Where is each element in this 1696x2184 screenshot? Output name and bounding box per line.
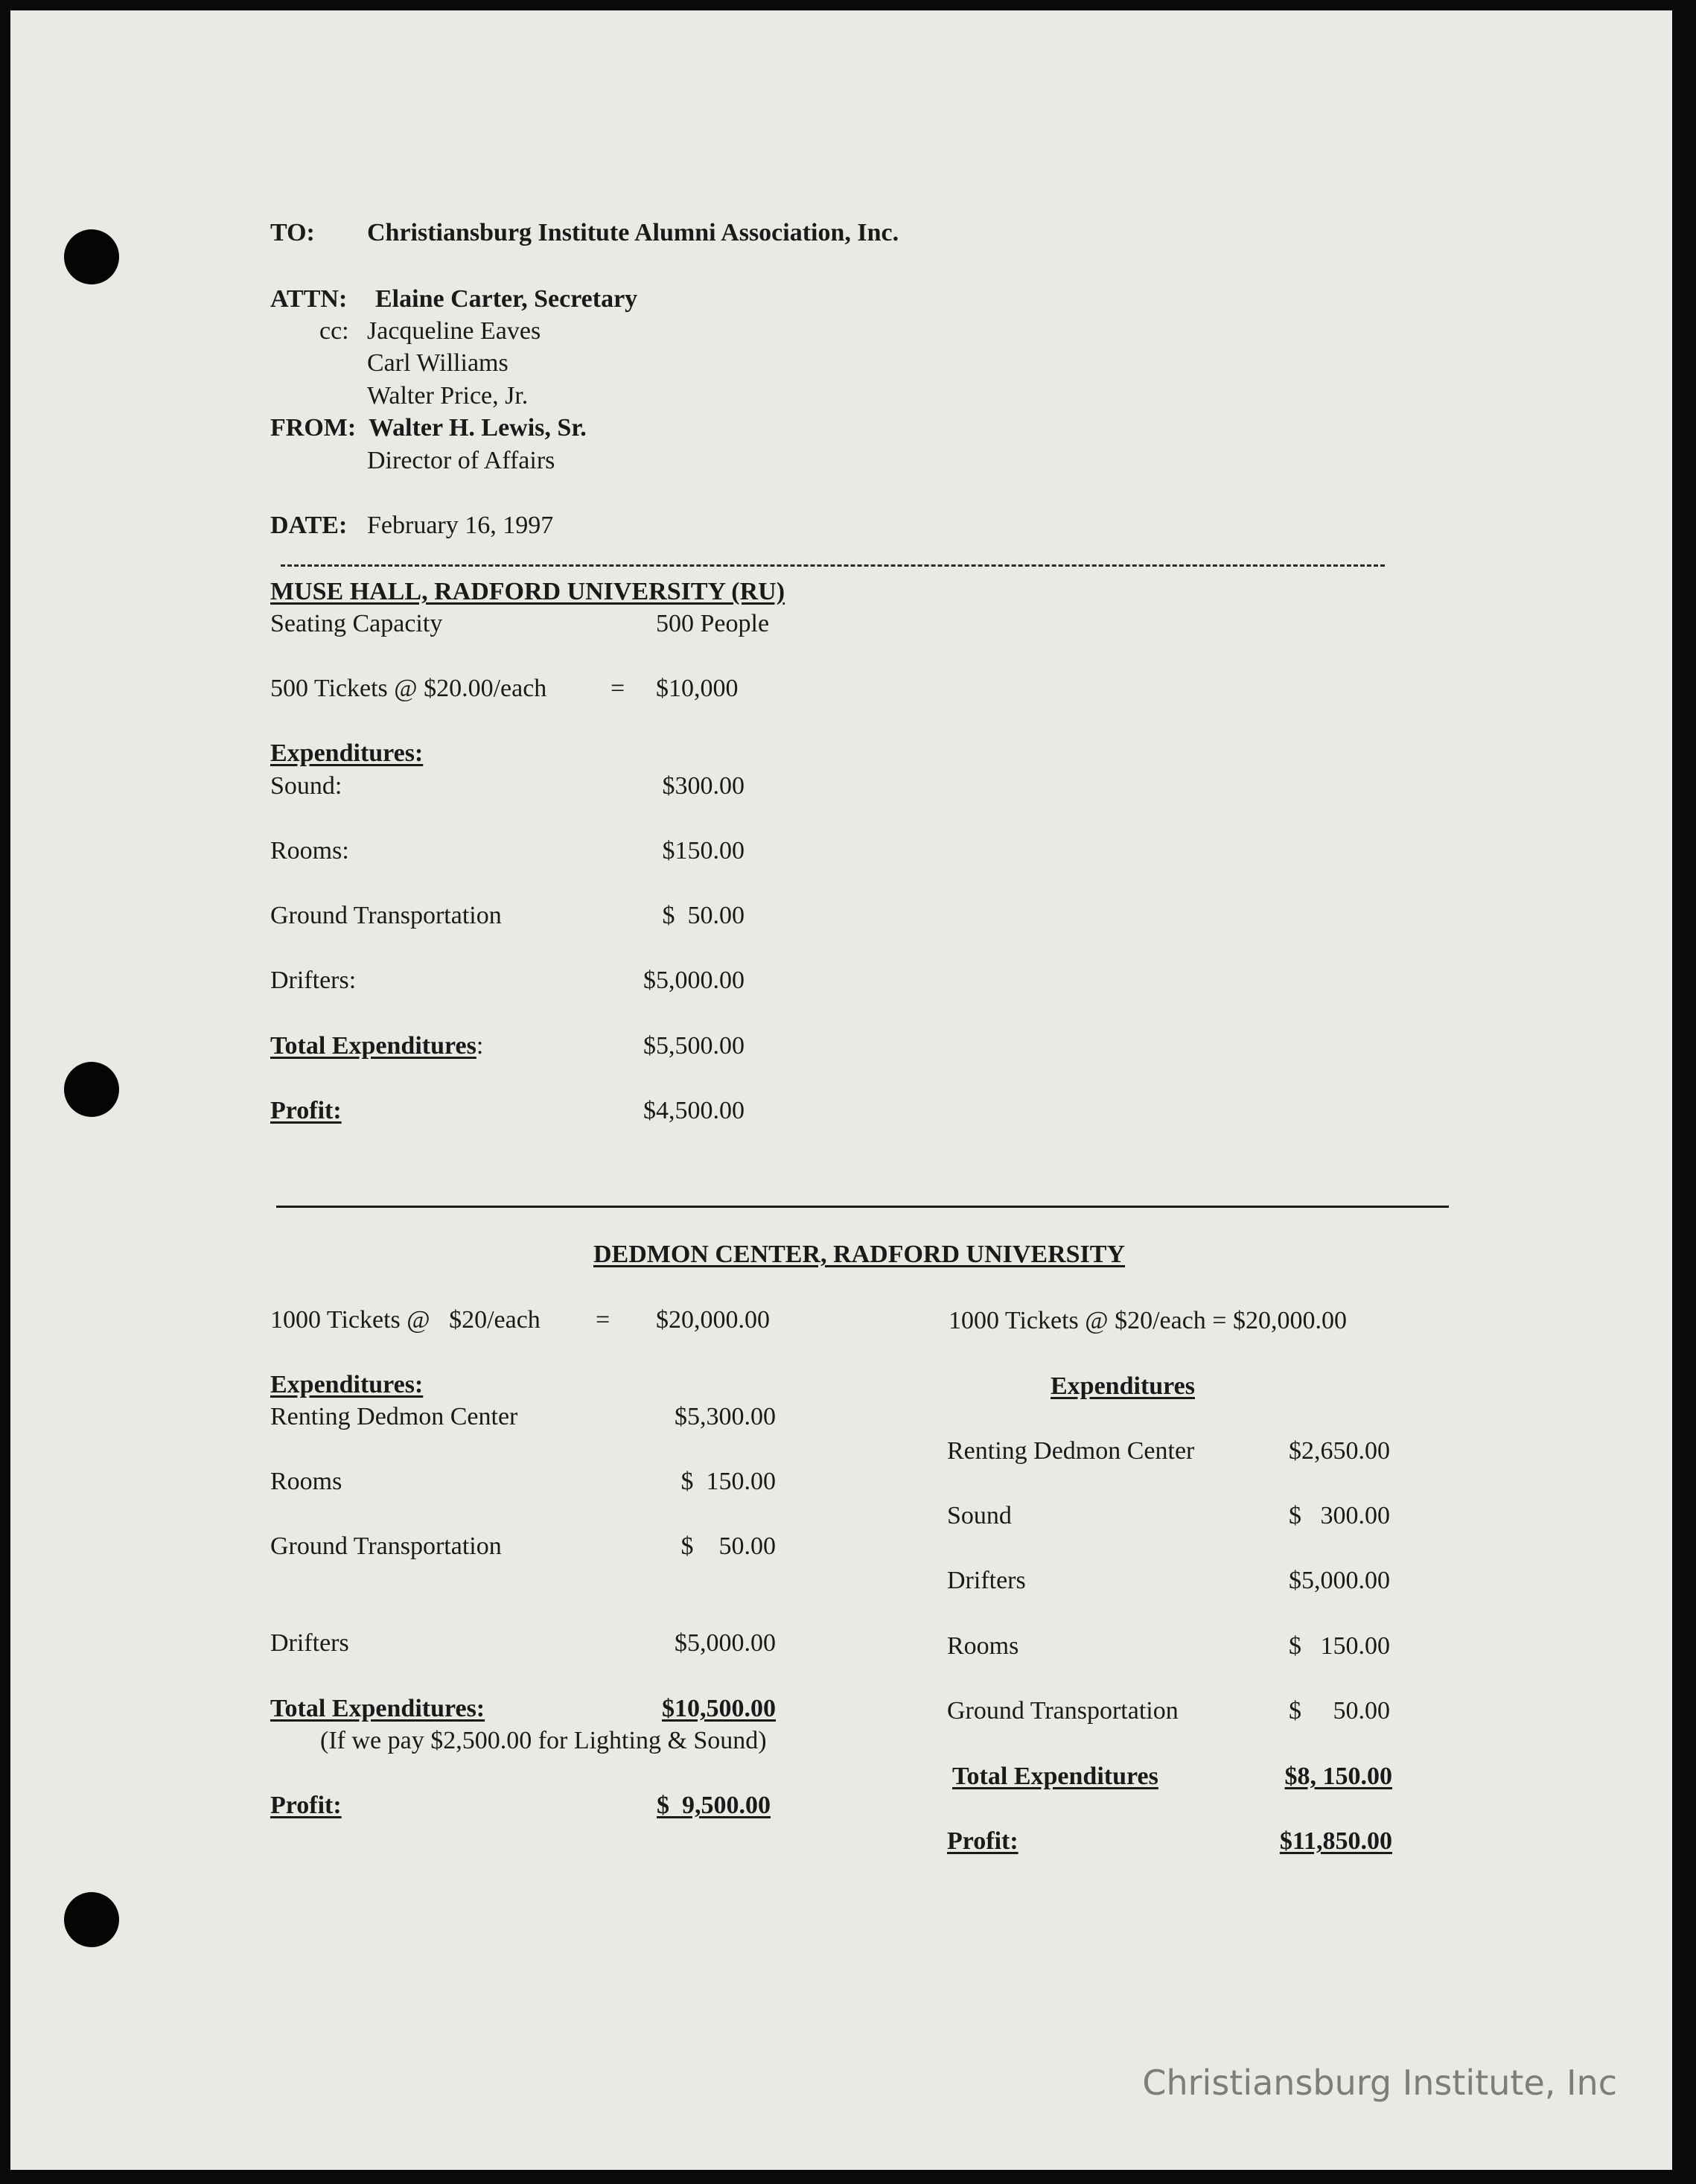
expense-label: Ground Transportation (947, 1697, 1179, 1725)
expense-value: $ 150.00 (1289, 1632, 1390, 1660)
tickets-label: 500 Tickets @ $20.00/each (270, 675, 547, 702)
expense-label: Renting Dedmon Center (947, 1437, 1195, 1465)
expense-value: $ 300.00 (1289, 1502, 1390, 1529)
expenditures-heading: Expenditures: (270, 1371, 424, 1398)
total-row (270, 1034, 483, 1059)
expense-value: $300.00 (662, 772, 745, 800)
profit-label: Profit: (270, 1792, 342, 1819)
expense-value: $5,000.00 (1289, 1567, 1390, 1594)
profit-value: $11,850.00 (1279, 1827, 1392, 1855)
date-label: DATE: (270, 512, 348, 539)
punch-hole-bottom (64, 1892, 119, 1947)
punch-hole-middle (64, 1062, 119, 1117)
attn-value: Elaine Carter, Secretary (375, 285, 638, 313)
expense-value: $ 150.00 (680, 1468, 776, 1495)
tickets-value: $10,000 (656, 675, 739, 702)
expense-value: $ 50.00 (1289, 1697, 1390, 1725)
expense-label: Renting Dedmon Center (270, 1403, 518, 1430)
profit-label: Profit: (947, 1827, 1018, 1855)
tickets-equals: = (611, 675, 625, 702)
profit-value: $4,500.00 (643, 1097, 745, 1124)
expense-value: $150.00 (662, 837, 745, 865)
total-label: Total Expenditures (270, 1032, 476, 1060)
expense-value: $5,000.00 (675, 1629, 776, 1657)
from-label: FROM: (270, 414, 357, 442)
expense-label: Rooms: (270, 837, 349, 865)
from-name: Walter H. Lewis, Sr. (369, 414, 587, 442)
attn-label: ATTN: (270, 285, 348, 313)
expense-label: Drifters: (270, 967, 357, 994)
expense-value: $2,650.00 (1289, 1437, 1390, 1465)
expense-label: Rooms (947, 1632, 1019, 1660)
total-label: Total Expenditures (952, 1763, 1158, 1790)
expenditures-heading: Expenditures: (270, 739, 424, 767)
expenditures-heading: Expenditures (1051, 1372, 1195, 1400)
expense-label: Sound: (270, 772, 342, 800)
cc-name: Carl Williams (367, 349, 509, 377)
total-colon: : (476, 1032, 484, 1060)
solid-divider (276, 1206, 1449, 1208)
dashed-divider (281, 564, 1385, 567)
capacity-label: Seating Capacity (270, 610, 443, 637)
cc-name: Jacqueline Eaves (367, 317, 541, 345)
profit-value: $ 9,500.00 (657, 1792, 771, 1819)
expense-value: $ 50.00 (680, 1532, 776, 1560)
total-value: $8, 150.00 (1284, 1763, 1392, 1790)
section-title: DEDMON CENTER, RADFORD UNIVERSITY (593, 1241, 1126, 1268)
total-value: $5,500.00 (643, 1032, 745, 1060)
tickets-line: 1000 Tickets @ $20/each = $20,000.00 (949, 1307, 1347, 1334)
cc-label: cc: (319, 317, 349, 345)
punch-hole-top (64, 229, 119, 284)
tickets-equals: = (596, 1306, 611, 1334)
tickets-value: $20,000.00 (656, 1306, 770, 1334)
watermark: Christiansburg Institute, Inc (1142, 2063, 1617, 2103)
expense-label: Rooms (270, 1468, 342, 1495)
profit-label: Profit: (270, 1097, 342, 1124)
to-label: TO: (270, 219, 315, 246)
total-note: (If we pay $2,500.00 for Lighting & Sound) (320, 1727, 767, 1754)
expense-label: Drifters (270, 1629, 349, 1657)
total-value: $10,500.00 (662, 1695, 776, 1722)
expense-label: Ground Transportation (270, 1532, 502, 1560)
expense-label: Drifters (947, 1567, 1026, 1594)
expense-value: $ 50.00 (662, 902, 745, 929)
expense-label: Sound (947, 1502, 1012, 1529)
paper-sheet (10, 10, 1672, 2170)
tickets-label: 1000 Tickets @ $20/each (270, 1306, 541, 1334)
total-label: Total Expenditures: (270, 1695, 485, 1722)
capacity-value: 500 People (656, 610, 770, 637)
date-value: February 16, 1997 (367, 512, 554, 539)
to-value: Christiansburg Institute Alumni Association, Inc. (367, 219, 899, 246)
from-title: Director of Affairs (367, 447, 555, 474)
expense-label: Ground Transportation (270, 902, 502, 929)
expense-value: $5,300.00 (675, 1403, 776, 1430)
expense-value: $5,000.00 (643, 967, 745, 994)
cc-name: Walter Price, Jr. (367, 382, 529, 410)
section-title: MUSE HALL, RADFORD UNIVERSITY (RU) (270, 578, 785, 605)
